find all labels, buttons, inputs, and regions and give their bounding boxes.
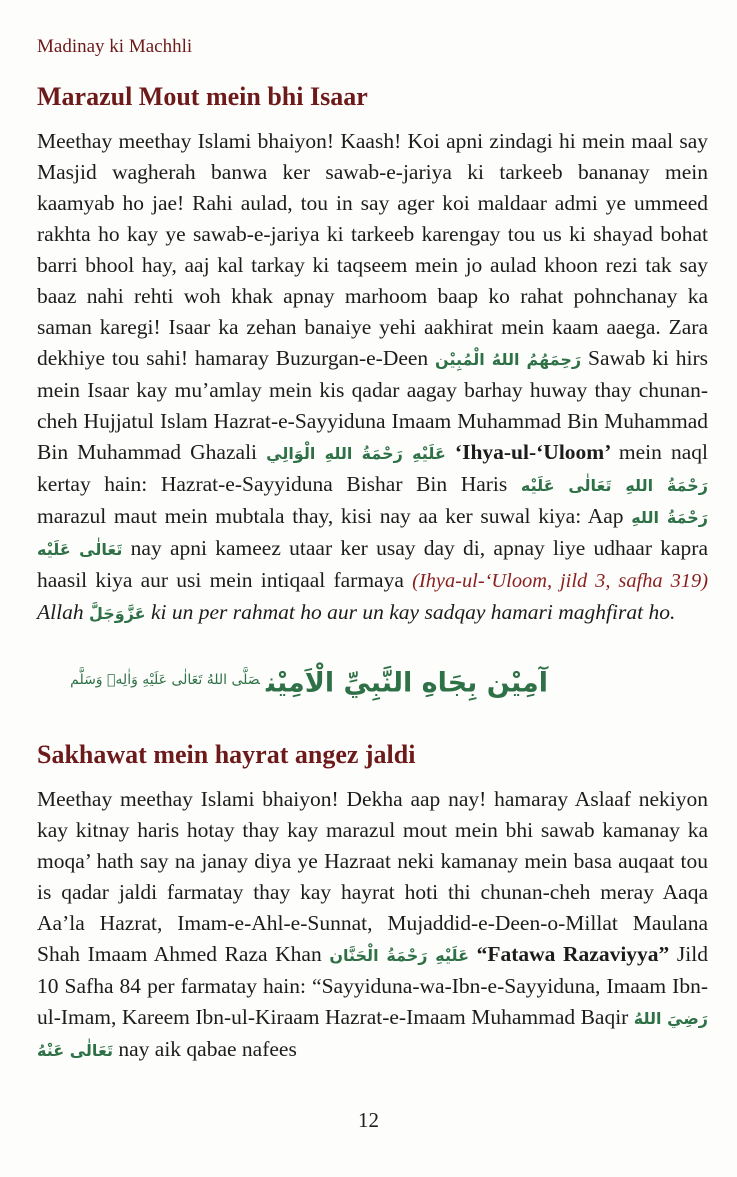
text-run: ‘Ihya-ul-‘Uloom’ <box>445 440 619 464</box>
text-run: Sawab ki hirs mein Isaar kay mu’amlay mein kis qadar aagay barhay huway thay chunan-cheh Hujjatul Islam Hazrat-e-Sayyiduna Imaam Muhammad Bin Muhammad Bin Muhammad Ghazali <box>37 346 714 464</box>
arabic-honorific: رَحِمَهُمُ اللهُ الْمُبِيْن <box>435 350 582 369</box>
running-header: Madinay ki Machhli <box>37 36 193 57</box>
dua-main-text: آمِيْن بِجَاهِ النَّبِيِّ الْاَمِيْن <box>265 667 548 699</box>
arabic-honorific: عَلَيْهِ رَحْمَةُ الْحَنَّان <box>329 945 469 965</box>
arabic-honorific: عَلَيْهِ رَحْمَةُ اللهِ الْوَالِي <box>266 444 446 463</box>
text-run: “Fatawa Razaviyya” <box>469 941 677 966</box>
text-run: Allah <box>37 568 719 624</box>
text-run: marazul maut mein mubtala thay, kisi nay aa ker suwal kiya: Aap <box>37 472 714 528</box>
text-run: mein naql kertay hain: Hazrat-e-Sayyiduna Bishar Bin Haris <box>37 440 714 496</box>
page-number: 12 <box>358 1108 379 1132</box>
arabic-honorific: عَزَّوَجَلَّ <box>88 604 146 623</box>
text-run: nay aik qabae nafees <box>112 1036 297 1061</box>
section1-paragraph <box>37 126 719 629</box>
arabic-honorific: رَضِيَ اللهُ تَعَالٰى عَنْهُ <box>37 1008 714 1060</box>
text-run: ki un per rahmat ho aur un kay sadqay hamari maghfirat ho. <box>145 600 676 624</box>
arabic-honorific: رَحْمَةُ اللهِ تَعَالٰى عَلَيْه <box>520 476 709 495</box>
section2-paragraph <box>37 784 714 1066</box>
section1-title: Marazul Mout mein bhi Isaar <box>37 82 368 111</box>
text-run: nay apni kameez utaar ker usay day di, apnay liye udhaar kapra haasil kiya aur usi mein intiqaal farmaya <box>37 536 714 592</box>
text-run: (Ihya-ul-‘Uloom, jild 3, safha 319) <box>412 570 708 592</box>
arabic-dua-line <box>37 657 708 710</box>
dua-salutation-text: صَلَّى اللهُ تَعَالٰى عَلَيْهِ وَاٰلِهٖ وَسَلَّم <box>70 672 260 688</box>
text-run: Meethay meethay Islami bhaiyon! Dekha aap nay! hamaray Aslaaf nekiyon kay kitnay haris hotay thay kay marazul mout mein bhi sawab kamanay ka moqa’ hath say na janay diya ye Hazraat neki kamanay mein basa auqaat tou is qadar jaldi farmatay thay kay hayrat hoti thi chunan-cheh meray Aaqa Aa’la Hazrat, Imam-e-Ahl-e-Sunnat, Mujaddid-e-Deen-o-Millat Maulana Shah Imaam Ahmed Raza Khan <box>37 786 714 966</box>
text-run: Meethay meethay Islami bhaiyon! Kaash! Koi apni zindagi hi mein maal say Masjid wagherah banwa ker sawab-e-jariya ki tarkeeb bananay mein kaamyab ho jae! Rahi aulad, tou in say ager koi maldaar admi ye ummeed rakhta ho kay ye sawab-e-jariya ki tarkeeb karengay tou us ki shayad bohat barri bhool hay, aaj kal tarkay ki taqseem mein jo aulad khoon rezi tak say baaz nahi rehti woh khak apnay marhoom baap ko rahat pohnchanay ka saman karegi! Isaar ka zehan banaiye yehi aakhirat mein kaam aaega. Zara dekhiye tou sahi! hamaray Buzurgan-e-Deen <box>37 129 714 370</box>
arabic-honorific: رَحْمَةُ اللهِ تَعَالٰى عَلَيْه <box>37 508 714 559</box>
text-run: Jild 10 Safha 84 per farmatay hain: “Sayyiduna-wa-Ibn-e-Sayyiduna, Imaam Ibn-ul-Imam, Kareem Ibn-ul-Kiraam Hazrat-e-Imaam Muhammad Baqir <box>37 941 714 1029</box>
section2-title: Sakhawat mein hayrat angez jaldi <box>37 739 416 769</box>
